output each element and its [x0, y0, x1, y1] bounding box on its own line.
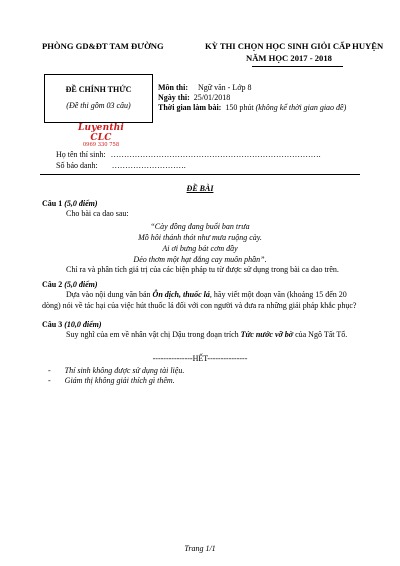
q1-label: Câu 1: [42, 199, 63, 208]
subject-value: Ngữ văn - Lớp 8: [198, 83, 252, 92]
time-value: 150 phút: [225, 103, 254, 112]
note-item-1: [48, 366, 184, 375]
stamp-brand: Luyenthi CLC: [77, 123, 125, 143]
school-year: NĂM HỌC 2017 - 2018: [246, 53, 332, 63]
candidate-name-row: [56, 150, 321, 159]
date-value: 25/01/2018: [193, 93, 231, 102]
q3-label: Câu 3: [42, 320, 63, 329]
subject-row: [158, 83, 251, 92]
poem-line-4: Dẻo thơm một hạt đắng cay muôn phần”.: [133, 255, 267, 264]
department-name: PHÒNG GD&ĐT TAM ĐƯỜNG: [42, 41, 164, 51]
note-item-2: [48, 376, 175, 385]
exam-title: KỲ THI CHỌN HỌC SINH GIỎI CẤP HUYỆN: [205, 41, 384, 51]
note-bullet: -: [48, 376, 51, 385]
q3-points: (10,0 điểm): [64, 320, 102, 329]
q2-text-before: Dựa vào nội dung văn bản: [66, 290, 153, 299]
q3-heading: [42, 320, 102, 329]
q3-text-after: của Ngô Tất Tố.: [293, 330, 348, 339]
end-mark: ---------------HẾT---------------: [152, 354, 248, 363]
page-number: Trang 1/1: [184, 544, 216, 553]
q2-text: [42, 290, 360, 311]
time-note: (không kể thời gian giao đề): [255, 103, 347, 112]
candidate-name-label: Họ tên thí sinh:: [56, 150, 106, 159]
note-text-2: Giám thị không giải thích gì thêm.: [64, 376, 175, 385]
q2-text-title: Ôn dịch, thuốc lá: [152, 290, 210, 299]
q2-label: Câu 2: [42, 280, 63, 289]
publisher-stamp: [70, 123, 132, 148]
poem-line-3: Ai ơi bưng bát cơm đầy: [162, 244, 238, 253]
date-row: [158, 93, 230, 102]
time-row: [158, 103, 346, 112]
q2-heading: [42, 280, 98, 289]
note-text-1: Thí sinh không được sử dụng tài liệu.: [64, 366, 185, 375]
q2-points: (5,0 điểm): [64, 280, 98, 289]
q1-intro: Cho bài ca dao sau:: [66, 209, 129, 218]
note-bullet: -: [48, 366, 51, 375]
candidate-id-label: Số báo danh:: [56, 161, 98, 170]
q1-task: Chỉ ra và phân tích giá trị của các biện pháp tu từ được sử dụng trong bài ca dao trên.: [66, 265, 339, 274]
stamp-phone: 0969 330 758: [82, 142, 120, 148]
poem-line-1: “Cày đồng đang buổi ban trưa: [150, 222, 250, 231]
poem-line-2: Mồ hôi thánh thót như mưa ruộng cày.: [138, 233, 262, 242]
header-divider: [40, 174, 360, 175]
q3-text-before: Suy nghĩ của em về nhân vật chị Dậu trong đoạn trích: [66, 330, 241, 339]
subject-label: Môn thi:: [158, 83, 188, 92]
official-label: ĐỀ CHÍNH THỨC: [65, 85, 132, 94]
candidate-name-dots: …………………………………………………………………….: [110, 150, 321, 159]
q1-heading: [42, 199, 98, 208]
time-label: Thời gian làm bài:: [158, 103, 222, 112]
date-label: Ngày thi:: [158, 93, 190, 102]
q3-text: [66, 330, 347, 339]
school-year-underline: [252, 66, 343, 67]
q2-text-after: , hãy viết một đoạn văn (khoảng 15 đến 20 dòng) nói về tác hại của việc hút thuốc lá đối với con người và đưa ra những giải pháp khắc phục?: [42, 290, 357, 310]
candidate-id-row: [56, 161, 186, 170]
candidate-id-dots: ……………………….: [111, 161, 186, 170]
q3-text-title: Tức nước vỡ bờ: [240, 330, 294, 339]
official-exam-box: [44, 74, 153, 123]
question-count-note: (Đề thi gồm 03 câu): [66, 101, 131, 110]
q1-points: (5,0 điểm): [64, 199, 98, 208]
section-title: ĐỀ BÀI: [186, 184, 214, 193]
